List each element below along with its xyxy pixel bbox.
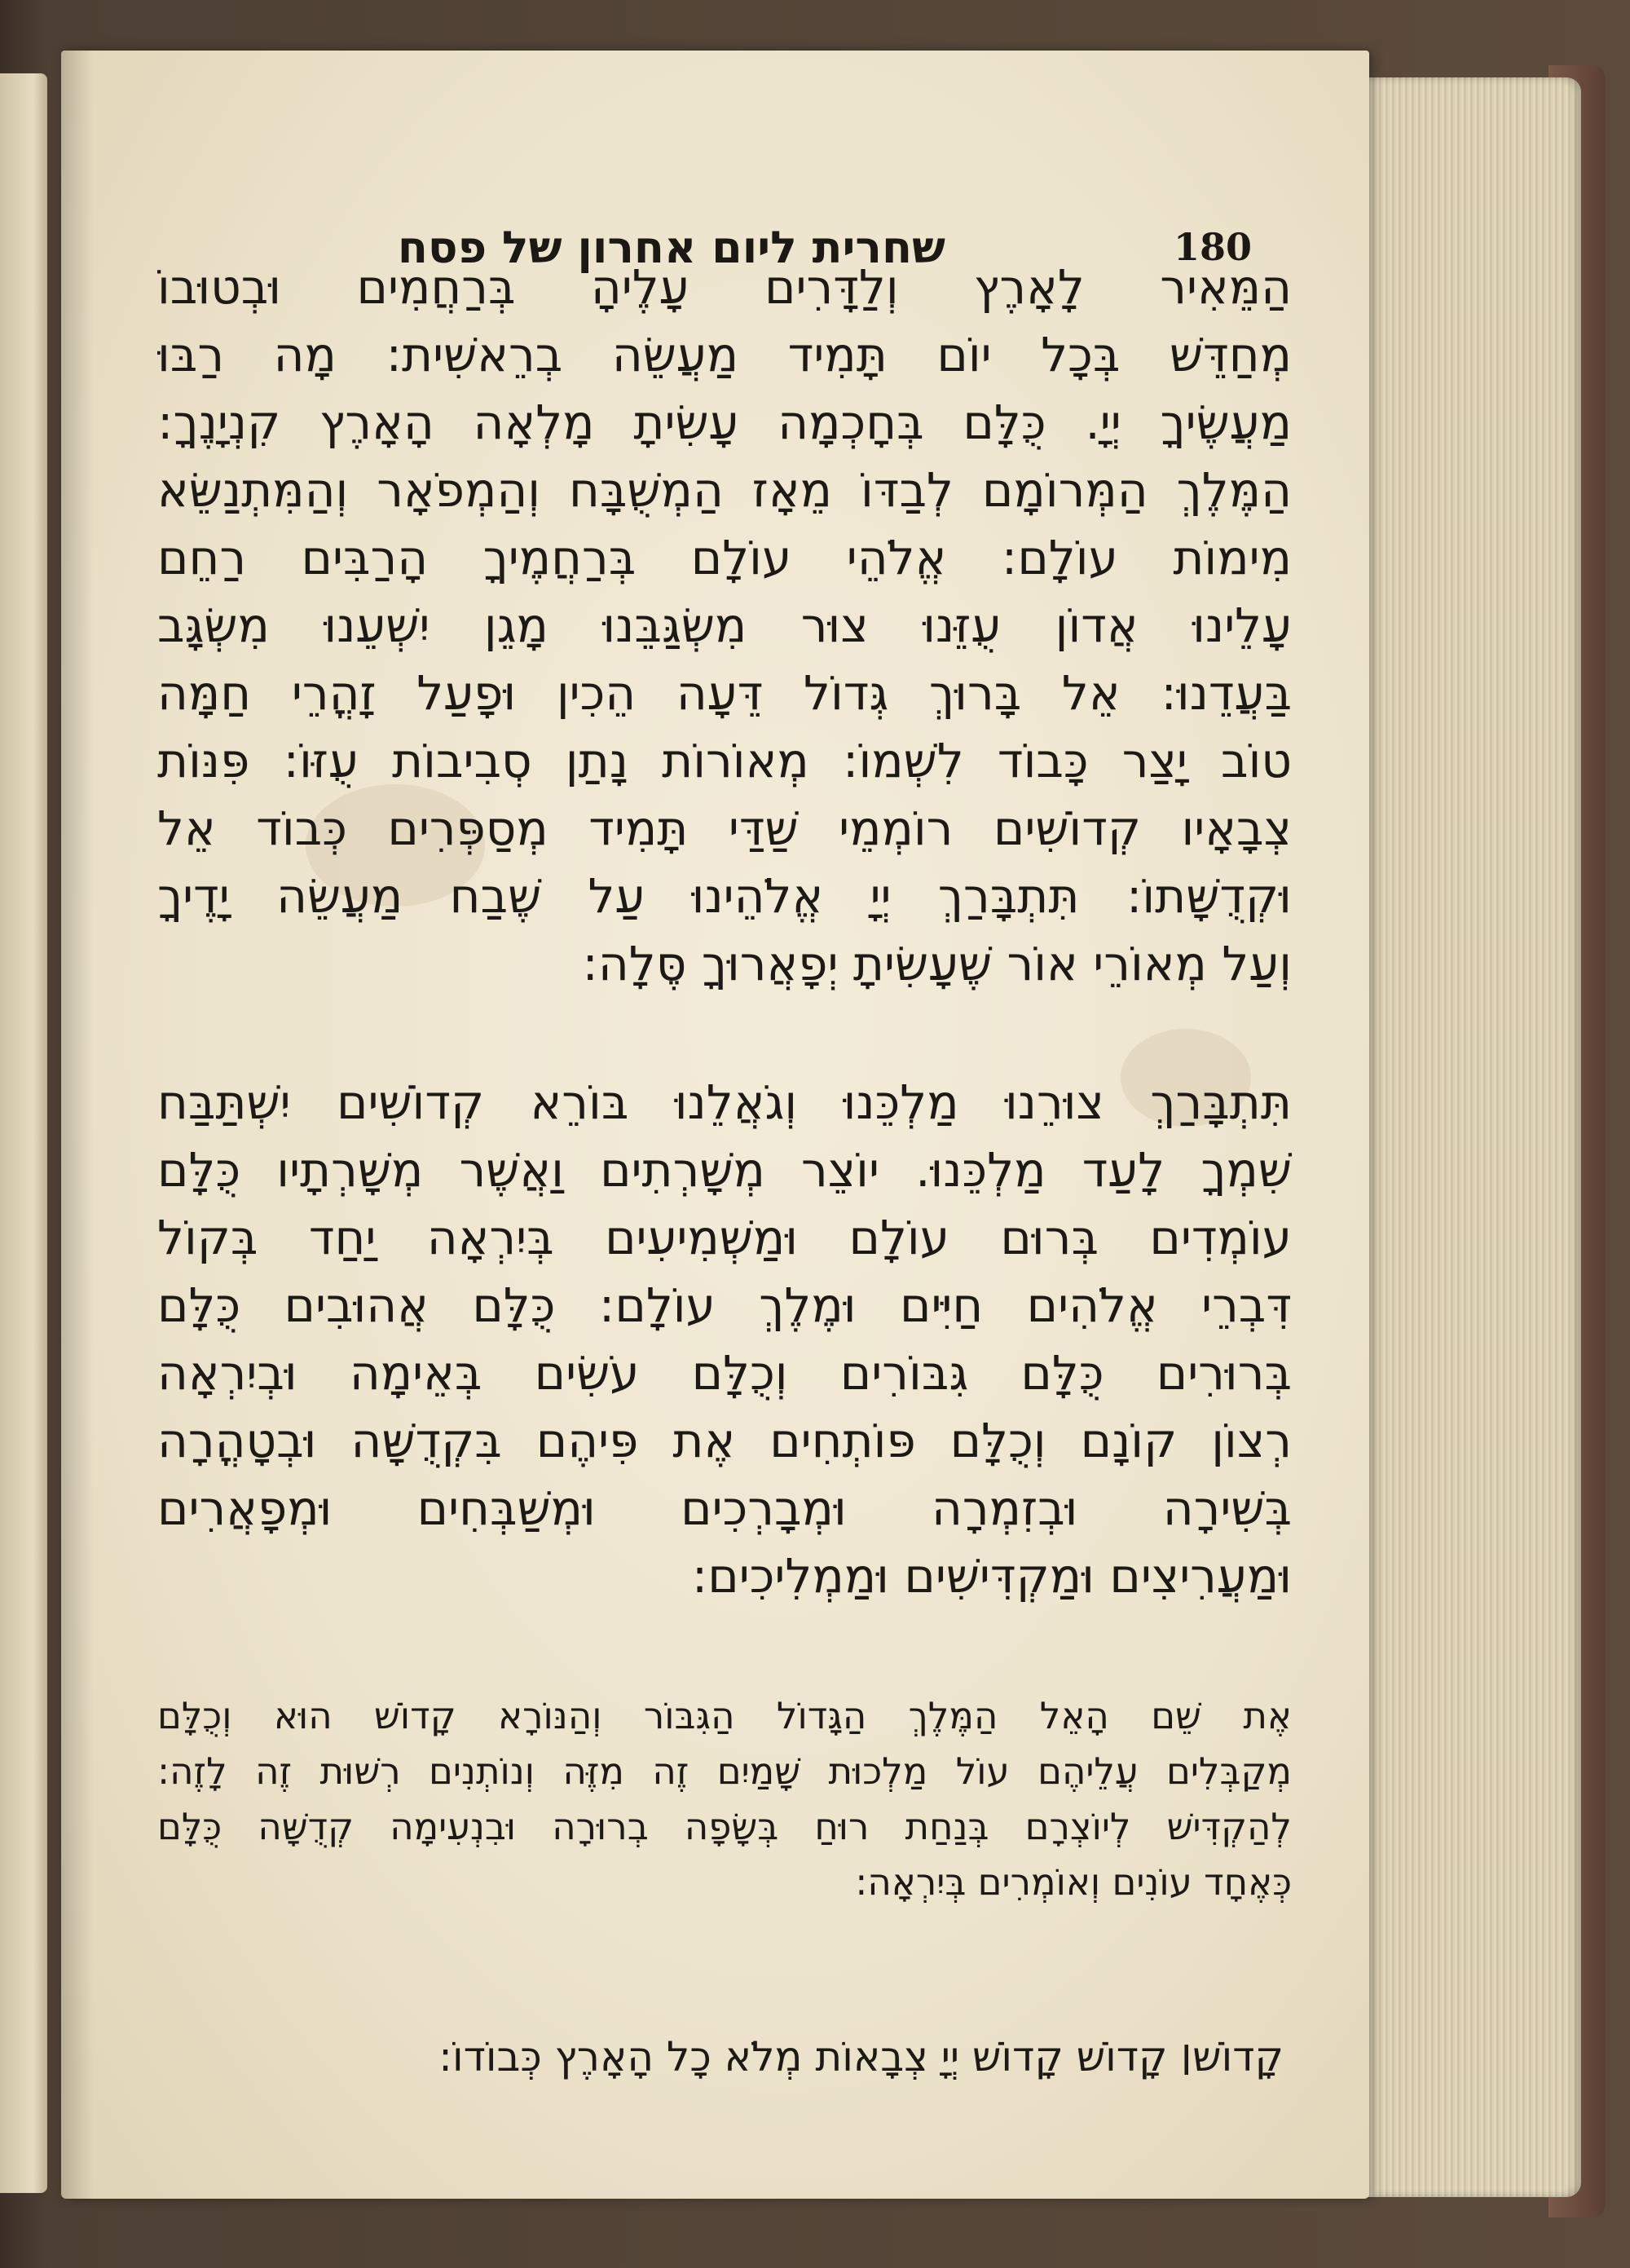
kedusha-verse: קָדוֹשׁ׀ קָדוֹשׁ קָדוֹשׁ יְיָ צְבָאוֹת מְלֹא כָל הָאָרֶץ כְּבוֹדוֹ: xyxy=(438,2033,1284,2080)
text-line: לְהַקְדִּישׁ לְיוֹצְרָם בְּנַחַת רוּחַ בְּשָׂפָה בְרוּרָה וּבִנְעִימָה קְדֻשָּׁה כֻּלָּם xyxy=(157,1805,1292,1848)
running-title: שחרית ליום אחרון של פסח xyxy=(397,222,945,273)
page-number: 180 xyxy=(1174,225,1253,269)
page-gutter-shadow xyxy=(61,51,94,2199)
text-line: דִּבְרֵי אֱלֹהִים חַיִּים וּמֶלֶךְ עוֹלָם: כֻּלָּם אֲהוּבִים כֻּלָּם xyxy=(157,1277,1292,1333)
book-page xyxy=(61,51,1369,2199)
text-line: הַמֶּלֶךְ הַמְּרוֹמָם לְבַדּוֹ מֵאָז הַמְשֻׁבָּח וְהַמְפֹאָר וְהַמִּתְנַשֵּׂא xyxy=(157,462,1292,518)
text-line: מַעֲשֶׂיךָ יְיָ. כֻּלָּם בְּחָכְמָה עָשִׂיתָ מָלְאָה הָאָרֶץ קִנְיָנֶךָ: xyxy=(157,395,1292,450)
text-line: וּקְדֻשָּׁתוֹ: תִּתְבָּרַךְ יְיָ אֱלֹהֵינוּ עַל שֶׁבַח מַעֲשֵׂה יָדֶיךָ xyxy=(157,868,1292,924)
text-line: מְקַבְּלִים עֲלֵיהֶם עוֹל מַלְכוּת שָׁמַיִם זֶה מִזֶּה וְנוֹתְנִים רְשׁוּת זֶה לָזֶה: xyxy=(157,1750,1292,1793)
text-line: אֶת שֵׁם הָאֵל הַמֶּלֶךְ הַגָּדוֹל הַגִּבּוֹר וְהַנּוֹרָא קָדוֹשׁ הוּא וְכֻלָּם xyxy=(157,1694,1292,1737)
text-line: בַּעֲדֵנוּ: אֵל בָּרוּךְ גְּדוֹל דֵּעָה הֵכִין וּפָעַל זָהֳרֵי חַמָּה xyxy=(157,665,1292,721)
text-line: טוֹב יָצַר כָּבוֹד לִשְׁמוֹ: מְאוֹרוֹת נָתַן סְבִיבוֹת עֻזּוֹ: פִּנּוֹת xyxy=(157,733,1292,788)
text-line: רְצוֹן קוֹנָם וְכֻלָּם פּוֹתְחִים אֶת פִּיהֶם בִּקְדֻשָּׁה וּבְטָהֳרָה xyxy=(157,1413,1292,1468)
text-line: מִימוֹת עוֹלָם: אֱלֹהֵי עוֹלָם בְּרַחֲמֶיךָ הָרַבִּים רַחֵם xyxy=(157,530,1292,585)
text-line: בְּשִׁירָה וּבְזִמְרָה וּמְבָרְכִים וּמְשַׁבְּחִים וּמְפָאֲרִים xyxy=(157,1480,1292,1536)
text-line: הַמֵּאִיר לָאָרֶץ וְלַדָּרִים עָלֶיהָ בְּרַחֲמִים וּבְטוּבוֹ xyxy=(157,259,1292,315)
text-line: בְּרוּרִים כֻּלָּם גִּבּוֹרִים וְכֻלָּם עֹשִׂים בְּאֵימָה וּבְיִרְאָה xyxy=(157,1345,1292,1401)
page-edges xyxy=(1337,77,1581,2197)
page-header xyxy=(61,173,1369,273)
text-line: כְּאֶחָד עוֹנִים וְאוֹמְרִים בְּיִרְאָה: xyxy=(855,1860,1292,1904)
facing-page-edge xyxy=(0,73,47,2193)
text-line: וְעַל מְאוֹרֵי אוֹר שֶׁעָשִׂיתָ יְפָאֲרוּךָ סֶּלָה: xyxy=(582,936,1292,991)
text-line: צְבָאָיו קְדוֹשִׁים רוֹמְמֵי שַׁדַּי תָּמִיד מְסַפְּרִים כְּבוֹד אֵל xyxy=(157,801,1292,856)
text-line: עָלֵינוּ אֲדוֹן עֻזֵּנוּ צוּר מִשְׂגַּבֵּנוּ מָגֵן יִשְׁעֵנוּ מִשְׂגָּב xyxy=(157,598,1292,653)
text-line: עוֹמְדִים בְּרוּם עוֹלָם וּמַשְׁמִיעִים בְּיִרְאָה יַחַד בְּקוֹל xyxy=(157,1210,1292,1265)
text-line: מְחַדֵּשׁ בְּכָל יוֹם תָּמִיד מַעֲשֵׂה בְרֵאשִׁית: מָה רַבּוּ xyxy=(157,327,1292,382)
text-line: שִׁמְךָ לָעַד מַלְכֵּנוּ. יוֹצֵר מְשָׁרְתִים וַאֲשֶׁר מְשָׁרְתָיו כֻּלָּם xyxy=(157,1142,1292,1198)
text-line: תִּתְבָּרַךְ צוּרֵנוּ מַלְכֵּנוּ וְגֹאֲלֵנוּ בּוֹרֵא קְדוֹשִׁים יִשְׁתַּבַּח xyxy=(157,1074,1292,1130)
text-line: וּמַעֲרִיצִים וּמַקְדִּישִׁים וּמַמְלִיכִים: xyxy=(691,1548,1292,1604)
